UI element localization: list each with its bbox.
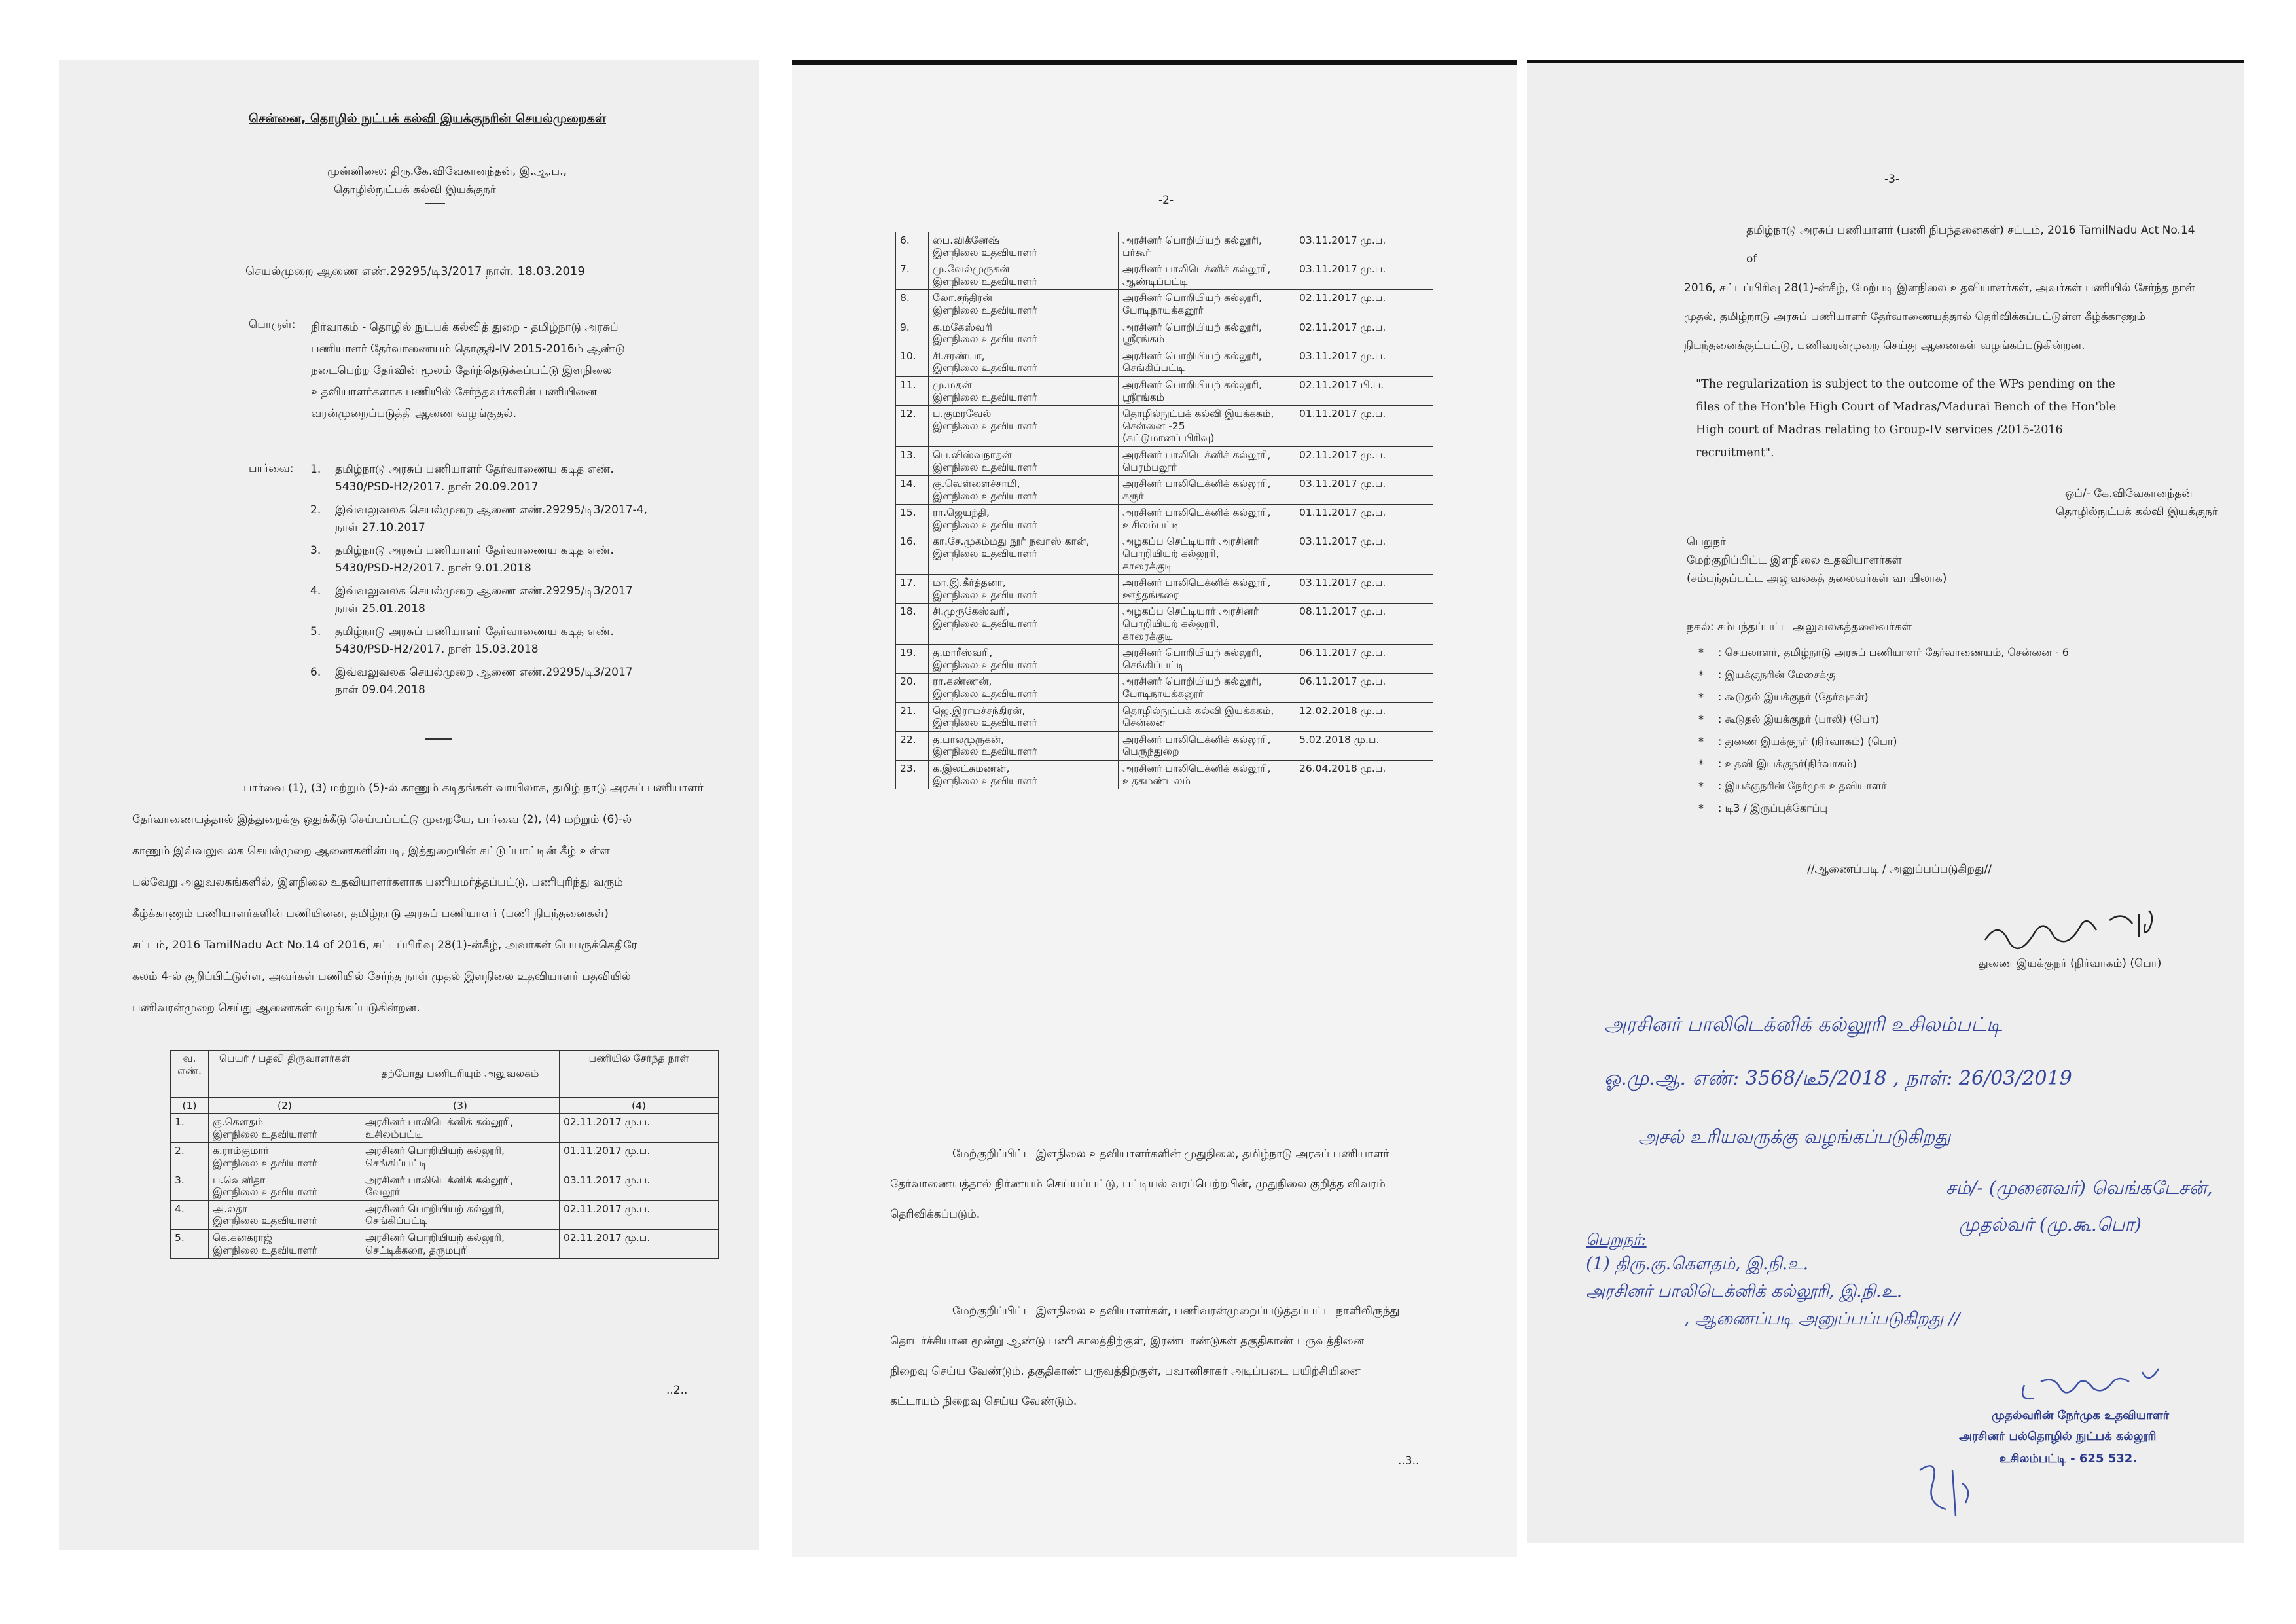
copy-item: * : செயலாளர், தமிழ்நாடு அரசுப் பணியாளர் தேர்வாணையம், சென்னை - 6 <box>1698 646 2069 659</box>
staff-table-page1 <box>170 1050 719 1259</box>
initial-scribble <box>1907 1451 1972 1529</box>
presence-line-2: தொழில்நுட்பக் கல்வி இயக்குநர் <box>334 183 496 196</box>
court-condition-quote: "The regularization is subject to the outcome of the WPs pending on the files of the Hon'ble High Court of Madras/Madurai Bench of the Hon'ble High court of Madras relating to Group-IV services /2015-2016 recruitment". <box>1696 378 2117 460</box>
table-row: 23. க.இலட்சுமணன், இளநிலை உதவியாளர் அரசினர் பாலிடெக்னிக் கல்லூரி, உதகமண்டலம் 26.04.2018 மு.ப. <box>896 760 1433 789</box>
table-row: 11. மு.மதன் இளநிலை உதவியாளர் அரசினர் பொறியியற் கல்லூரி, ஸ்ரீரங்கம் 02.11.2017 பி.ப. <box>896 376 1433 405</box>
table-row: 6. பை.விக்னேஷ் இளநிலை உதவியாளர் அரசினர் பொறியியற் கல்லூரி, பர்கூர் 03.11.2017 மு.ப. <box>896 232 1433 261</box>
director-signature-line: ஒப்/- கே.விவேகானந்தன் <box>2065 487 2193 500</box>
subject-line: நடைபெற்ற தேர்வின் மூலம் தேர்ந்தெடுக்கப்பட்டு இளநிலை <box>311 364 612 377</box>
table-row: 10. சி.சரண்யா, இளநிலை உதவியாளர் அரசினர் பொறியியற் கல்லூரி, செங்கிப்பட்டி 03.11.2017 மு.ப. <box>896 348 1433 376</box>
handwritten-recipient-label: பெறுநர்: <box>1586 1231 1647 1249</box>
handwritten-order-ref: ஓ.மு.ஆ. எண்: 3568/டீ5/2018 , நாள்: 26/03/2019 <box>1604 1067 2072 1090</box>
subject-label: பொருள்: <box>249 318 296 331</box>
col-header-sno: வ. எண். <box>171 1051 209 1098</box>
copy-item: * : டி3 / இருப்புக்கோப்பு <box>1698 802 1828 814</box>
table-header-row <box>171 1051 719 1098</box>
table-row: 19. த.மாரீஸ்வரி, இளநிலை உதவியாளர் அரசினர் பொறியியற் கல்லூரி, செங்கிப்பட்டி 06.11.2017 மு.ப. <box>896 645 1433 674</box>
order-number: செயல்முறை ஆணை எண்.29295/டி3/2017 நாள். 18.03.2019 <box>245 264 585 278</box>
table-row: 12. ப.குமரவேல் இளநிலை உதவியாளர் தொழில்நுட்பக் கல்வி இயக்ககம், சென்னை -25 (கட்டுமானப் பிரிவு) 01.11.2017 மு.ப. <box>896 406 1433 447</box>
staff-table-page2 <box>895 232 1433 789</box>
copy-item: * : கூடுதல் இயக்குநர் (தேர்வுகள்) <box>1698 691 1869 703</box>
pa-stamp-line-3: உசிலம்பட்டி - 625 532. <box>2000 1452 2138 1466</box>
copy-label: நகல்: சம்பந்தப்பட்ட அலுவலகத்தலைவர்கள் <box>1687 621 1912 634</box>
copy-item: * : கூடுதல் இயக்குநர் (பாலி) (பொ) <box>1698 713 1880 725</box>
subject-line: வரன்முறைப்படுத்தி ஆணை வழங்குதல். <box>311 407 517 420</box>
col-header-office: தற்போது பணிபுரியும் அலுவலகம் <box>361 1051 560 1098</box>
copy-item: * : இயக்குநரின் மேசைக்கு <box>1698 668 1836 681</box>
table-row: 5. கெ.கனகராஜ் இளநிலை உதவியாளர் அரசினர் பொறியியற் கல்லூரி, செட்டிக்கரை, தருமபுரி 02.11.2017 மு.ப. <box>171 1229 719 1258</box>
table-row: 2. க.ராம்குமார் இளநிலை உதவியாளர் அரசினர் பொறியியற் கல்லூரி, செங்கிப்பட்டி 01.11.2017 மு.ப. <box>171 1143 719 1172</box>
table-row: 16. கா.சே.முகம்மது நூர் நவாஸ் கான், இளநிலை உதவியாளர் அழகப்ப செட்டியார் அரசினர் பொறியியற் கல்லூரி, காரைக்குடி 03.11.2017 மு.ப. <box>896 533 1433 575</box>
table-row: 9. க.மகேஸ்வரி இளநிலை உதவியாளர் அரசினர் பொறியியற் கல்லூரி, ஸ்ரீரங்கம் 02.11.2017 மு.ப. <box>896 319 1433 348</box>
forward-line: //ஆணைப்படி / அனுப்பப்படுகிறது// <box>1807 863 1992 876</box>
col-header-date: பணியில் சேர்ந்த நாள் <box>560 1051 719 1098</box>
handwritten-recipient-2: அரசினர் பாலிடெக்னிக் கல்லூரி, இ.நி.உ. <box>1586 1282 1903 1301</box>
handwritten-principal-sign: சம்/- (முனைவர்) வெங்கடேசன், <box>1946 1177 2213 1199</box>
body-paragraph: பார்வை (1), (3) மற்றும் (5)-ல் காணும் கடிதங்கள் வாயிலாக, தமிழ் நாடு அரசுப் பணியாளர் தேர்வாணையத்தால் இத்துறைக்கு ஒதுக்கீடு செய்யப்பட்டு முறையே, பார்வை (2), (4) மற்றும் (6)-ல் காணும் இவ்வலுவலக செயல்முறை ஆணைகளின்படி, இத்துறையின் கட்டுப்பாட்டின் கீழ் உள்ள பல்வேறு அலுவலகங்களில், இளநிலை உதவியாளர்களாக பணியமர்த்தப்பட்டு, பணிபுரிந்து வரும் கீழ்க்காணும் பணியாளர்களின் பணியினை, தமிழ்நாடு அரசுப் பணியாளர் (பணி நிபந்தனைகள்) சட்டம், 2016 TamilNadu Act No.14 of 2016, சட்டப்பிரிவு 28(1)-ன்கீழ், அவர்கள் பெயருக்கெதிரே கலம் 4-ல் குறிப்பிட்டுள்ள, அவர்கள் பணியில் சேர்ந்த நாள் முதல் இளநிலை உதவியாளர் பதவியில் பணிவரன்முறை செய்து ஆணைகள் வழங்கப்படுகின்றன. <box>132 782 704 1015</box>
title-rule <box>425 203 445 204</box>
table-row: 21. ஜெ.இராமச்சந்திரன், இளநிலை உதவியாளர் தொழில்நுட்பக் கல்வி இயக்ககம், சென்னை 12.02.2018 மு.ப. <box>896 702 1433 731</box>
table-row: 4. அ.லதா இளநிலை உதவியாளர் அரசினர் பொறியியற் கல்லூரி, செங்கிப்பட்டி 02.11.2017 மு.ப. <box>171 1200 719 1229</box>
table-row: 18. சி.முருகேஸ்வரி, இளநிலை உதவியாளர் அழகப்ப செட்டியார் அரசினர் பொறியியற் கல்லூரி, காரைக்குடி 08.11.2017 மு.ப. <box>896 604 1433 645</box>
table-row: 15. ரா.ஜெயந்தி, இளநிலை உதவியாளர் அரசினர் பாலிடெக்னிக் கல்லூரி, உசிலம்பட்டி 01.11.2017 மு.ப. <box>896 505 1433 533</box>
table-row: 20. ரா.கண்ணன், இளநிலை உதவியாளர் அரசினர் பொறியியற் கல்லூரி, போடிநாயக்கனூர் 06.11.2017 மு.ப. <box>896 674 1433 702</box>
copy-item: * : இயக்குநரின் நேர்முக உதவியாளர் <box>1698 780 1887 792</box>
subject-line: பணியாளர் தேர்வாணையம் தொகுதி-IV 2015-2016ம் ஆண்டு <box>311 342 625 355</box>
table-row: 7. மு.வேல்முருகன் இளநிலை உதவியாளர் அரசினர் பாலிடெக்னிக் கல்லூரி, ஆண்டிப்பட்டி 03.11.2017 மு.ப. <box>896 261 1433 290</box>
subject-block <box>311 317 625 425</box>
section-rule <box>425 738 452 740</box>
pa-signature-scribble <box>2011 1359 2181 1411</box>
handwritten-original-issued: அசல் உரியவருக்கு வழங்கப்படுகிறது <box>1638 1126 1951 1147</box>
subject-line: உதவியாளர்களாக பணியில் சேர்ந்தவர்களின் பணியினை <box>311 386 597 399</box>
office-title: சென்னை, தொழில் நுட்பக் கல்வி இயக்குநரின் செயல்முறைகள் <box>249 111 607 126</box>
table-row: 8. லோ.சந்திரன் இளநிலை உதவியாளர் அரசினர் பொறியியற் கல்லூரி, போடிநாயக்கனூர் 02.11.2017 மு.ப. <box>896 290 1433 319</box>
handwritten-college-name: அரசினர் பாலிடெக்னிக் கல்லூரி உசிலம்பட்டி <box>1604 1013 2002 1036</box>
handwritten-principal-title: முதல்வர் (மு.கூ.பொ) <box>1959 1214 2142 1235</box>
reference-item: 3. தமிழ்நாடு அரசுப் பணியாளர் தேர்வாணைய கடித எண். 5430/PSD-H2/2017. நாள் 9.01.2018 <box>310 544 614 575</box>
reference-item: 4. இவ்வலுவலக செயல்முறை ஆணை எண்.29295/டி3/2017 நாள் 25.01.2018 <box>310 585 633 615</box>
table-row: 13. பெ.விஸ்வநாதன் இளநிலை உதவியாளர் அரசினர் பாலிடெக்னிக் கல்லூரி, பெரம்பலூர் 02.11.2017 மு.ப. <box>896 446 1433 475</box>
handwritten-forward-note: , ஆணைப்படி அனுப்பப்படுகிறது // <box>1684 1309 1960 1329</box>
table-row: 1. கு.கௌதம் இளநிலை உதவியாளர் அரசினர் பாலிடெக்னிக் கல்லூரி, உசிலம்பட்டி 02.11.2017 மு.ப. <box>171 1114 719 1143</box>
seniority-paragraph: மேற்குறிப்பிட்ட இளநிலை உதவியாளர்களின் முதுநிலை, தமிழ்நாடு அரசுப் பணியாளர் தேர்வாணையத்தால் நிர்ணயம் செய்யப்பட்டு, பட்டியல் வரப்பெற்றபின், முதுநிலை குறித்த விவரம் தெரிவிக்கப்படும். <box>890 1147 1390 1221</box>
recipient-line-2: (சம்பந்தப்பட்ட அலுவலகத் தலைவர்கள் வாயிலாக) <box>1687 572 1947 585</box>
director-designation: தொழில்நுட்பக் கல்வி இயக்குநர் <box>2056 505 2218 518</box>
table-colnum-row: (1) (2) (3) (4) <box>171 1097 719 1114</box>
page-turn-marker: ..2.. <box>666 1384 688 1397</box>
page-1 <box>59 60 759 1550</box>
table-row: 14. கு.வெள்ளைச்சாமி, இளநிலை உதவியாளர் அரசினர் பாலிடெக்னிக் கல்லூரி, கரூர் 03.11.2017 மு.ப. <box>896 476 1433 505</box>
page-number: -3- <box>1884 173 1900 186</box>
col-header-name: பெயர் / பதவி திருவாளர்கள் <box>209 1051 361 1098</box>
handwritten-recipient-1: (1) திரு.கு.கௌதம், இ.நி.உ. <box>1586 1254 1808 1274</box>
reference-item: 5. தமிழ்நாடு அரசுப் பணியாளர் தேர்வாணைய கடித எண். 5430/PSD-H2/2017. நாள் 15.03.2018 <box>310 625 614 656</box>
reference-label: பார்வை: <box>249 462 294 475</box>
recipient-label: பெறுநர் <box>1687 535 1726 549</box>
reference-item: 6. இவ்வலுவலக செயல்முறை ஆணை எண்.29295/டி3/2017 நாள் 09.04.2018 <box>310 666 633 696</box>
deputy-signature-scribble <box>1979 901 2175 960</box>
table-row: 3. ப.வெனிதா இளநிலை உதவியாளர் அரசினர் பாலிடெக்னிக் கல்லூரி, வேலூர் 03.11.2017 மு.ப. <box>171 1172 719 1200</box>
page-2 <box>792 60 1517 1557</box>
page-turn-marker: ..3.. <box>1398 1454 1420 1468</box>
reference-item: 2. இவ்வலுவலக செயல்முறை ஆணை எண்.29295/டி3/2017-4, நாள் 27.10.2017 <box>310 503 647 534</box>
regularization-paragraph: தமிழ்நாடு அரசுப் பணியாளர் (பணி நிபந்தனைகள்) சட்டம், 2016 TamilNadu Act No.14 of 2016, சட்டப்பிரிவு 28(1)-ன்கீழ், மேற்படி இளநிலை உதவியாளர்கள், அவர்கள் பணியில் சேர்ந்த நாள் முதல், தமிழ்நாடு அரசுப் பணியாளர் தேர்வாணையத்தால் தெரிவிக்கப்பட்டுள்ள கீழ்க்காணும் நிபந்தனைக்குட்பட்டு, பணிவரன்முறை செய்து ஆணைகள் வழங்கப்படுகின்றன. <box>1684 224 2195 352</box>
pa-stamp-line-2: அரசினர் பல்தொழில் நுட்பக் கல்லூரி <box>1959 1430 2157 1443</box>
deputy-designation: துணை இயக்குநர் (நிர்வாகம்) (பொ) <box>1979 957 2162 970</box>
copy-item: * : உதவி இயக்குநர்(நிர்வாகம்) <box>1698 757 1857 770</box>
copy-list <box>1698 641 2069 820</box>
pa-stamp-line-1: முதல்வரின் நேர்முக உதவியாளர் <box>1992 1409 2170 1422</box>
page-number: -2- <box>1158 194 1174 207</box>
reference-list <box>310 461 647 704</box>
copy-item: * : துணை இயக்குநர் (நிர்வாகம்) (பொ) <box>1698 735 1897 748</box>
probation-paragraph: மேற்குறிப்பிட்ட இளநிலை உதவியாளர்கள், பணிவரன்முறைப்படுத்தப்பட்ட நாளிலிருந்து தொடர்ச்சியான மூன்று ஆண்டு பணி காலத்திற்குள், இரண்டாண்டுகள் தகுதிகாண் பருவத்தினை நிறைவு செய்ய வேண்டும். தகுதிகாண் பருவத்திற்குள், பவானிசாகர் அடிப்படை பயிற்சியினை கட்டாயம் நிறைவு செய்ய வேண்டும். <box>890 1305 1400 1408</box>
subject-line: நிர்வாகம் - தொழில் நுட்பக் கல்வித் துறை - தமிழ்நாடு அரசுப் <box>311 321 619 334</box>
table-row: 17. மா.இ.கீர்த்தனா, இளநிலை உதவியாளர் அரசினர் பாலிடெக்னிக் கல்லூரி, ஊத்தங்கரை 03.11.2017 மு.ப. <box>896 575 1433 604</box>
presence-line-1: முன்னிலை: திரு.கே.விவேகானந்தன், இ.ஆ.ப., <box>327 165 567 178</box>
page-3 <box>1527 60 2244 1543</box>
recipient-line-1: மேற்குறிப்பிட்ட இளநிலை உதவியாளர்கள் <box>1687 554 1902 567</box>
reference-item: 1. தமிழ்நாடு அரசுப் பணியாளர் தேர்வாணைய கடித எண். 5430/PSD-H2/2017. நாள் 20.09.2017 <box>310 463 614 494</box>
table-row: 22. த.பாலமுருகன், இளநிலை உதவியாளர் அரசினர் பாலிடெக்னிக் கல்லூரி, பெருந்துறை 5.02.2018 மு.ப. <box>896 731 1433 760</box>
